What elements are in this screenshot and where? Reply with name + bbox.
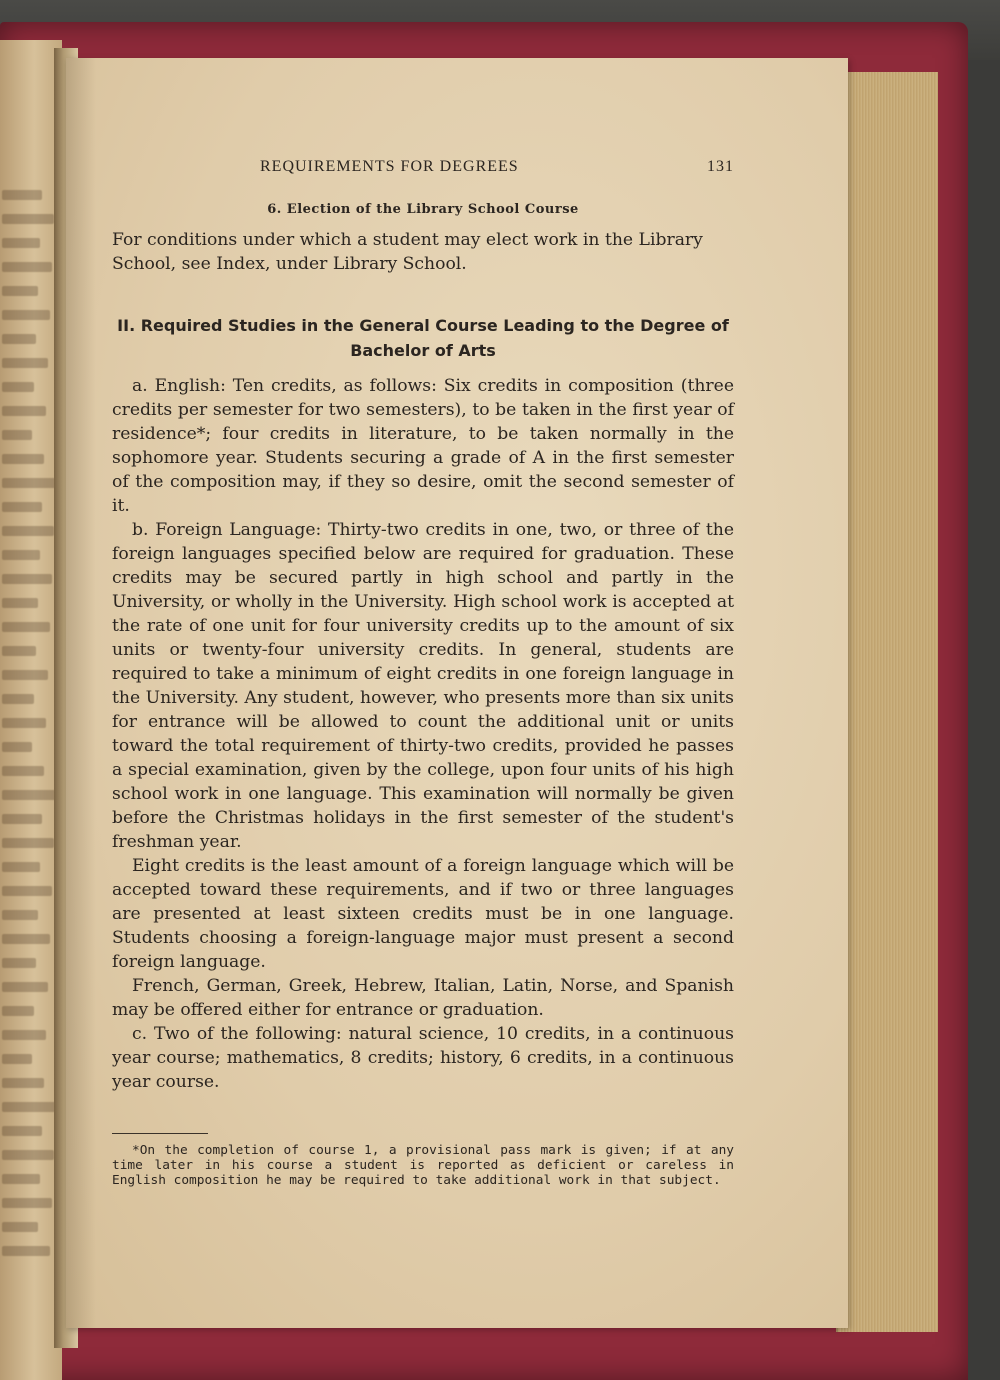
facing-page-ghost-line (2, 190, 42, 200)
facing-page-ghost-line (2, 310, 50, 320)
part-heading: II. Required Studies in the General Course Leading to the Degree of Bachelor of Arts (117, 316, 729, 360)
facing-page-ghost-line (2, 334, 36, 344)
paragraph-foreign-language: b. Foreign Language: Thirty-two credits in one, two, or three of the foreign languages specified below are required for graduation. These credits may be secured partly in high school and partly in the University, or wholly in the University. High school work is accepted at the rate of one unit for four university credits up to the amount of six units or twenty-four university credits. In general, students are required to take a minimum of eight credits in one foreign language in the University. Any student, however, who presents more than six units for entrance will be allowed to count the additional unit or units toward the total requirement of thirty-two credits, provided he passes a special examination, given by the college, upon four units of his high school work in one language. This examination will normally be given before the Christmas holidays in the first semester of the student's freshman year. (112, 520, 734, 852)
facing-page-edge (0, 40, 62, 1380)
facing-page-ghost-line (2, 1222, 38, 1232)
facing-page-ghost-line (2, 1030, 46, 1040)
facing-page-ghost-line (2, 430, 32, 440)
page-number: 131 (707, 158, 734, 175)
facing-page-ghost-line (2, 1174, 40, 1184)
facing-page-ghost-line (2, 646, 36, 656)
facing-page-ghost-line (2, 910, 38, 920)
paragraph-eight-credits: Eight credits is the least amount of a foreign language which will be accepted toward these requirements, and if two or three languages are presented at least sixteen credits must be in one language. Students choosing a foreign-language major must present a second foreign language. (112, 856, 734, 972)
facing-page-ghost-line (2, 886, 52, 896)
facing-page-ghost-line (2, 1150, 54, 1160)
facing-page-ghost-line (2, 982, 48, 992)
facing-page-ghost-line (2, 718, 46, 728)
paragraph-english: a. English: Ten credits, as follows: Six credits in composition (three credits per semester for two semesters), to be taken in the first year of residence*; four credits in literature, to be taken normally in the sophomore year. Students securing a grade of A in the first semester of the composition may, if they so desire, omit the second semester of it. (112, 376, 734, 516)
footnote-text: *On the completion of course 1, a provisional pass mark is given; if at any time later in his course a student is reported as deficient or careless in English composition he may be required to take additional work in that subject. (112, 1143, 734, 1188)
facing-page-ghost-line (2, 934, 50, 944)
section-heading: 6. Election of the Library School Course (267, 202, 579, 217)
facing-page-ghost-line (2, 958, 36, 968)
facing-page-ghost-line (2, 1126, 42, 1136)
facing-page-ghost-line (2, 1198, 52, 1208)
paragraph-languages-list: French, German, Greek, Hebrew, Italian, Latin, Norse, and Spanish may be offered either for entrance or graduation. (112, 976, 734, 1020)
facing-page-ghost-line (2, 766, 44, 776)
facing-page-ghost-line (2, 814, 42, 824)
running-head (112, 158, 734, 182)
facing-page-ghost-line (2, 670, 48, 680)
facing-page-ghost-line (2, 742, 32, 752)
facing-page-ghost-line (2, 1078, 44, 1088)
facing-page-ghost-line (2, 358, 48, 368)
facing-page-ghost-line (2, 862, 40, 872)
facing-page-ghost-line (2, 598, 38, 608)
facing-page-ghost-line (2, 622, 50, 632)
facing-page-ghost-line (2, 1054, 32, 1064)
page-fold-shadow (66, 58, 96, 1328)
facing-page-ghost-line (2, 262, 52, 272)
facing-page-ghost-line (2, 694, 34, 704)
facing-page-ghost-line (2, 286, 38, 296)
paragraph-two-of-following: c. Two of the following: natural science, 10 credits, in a continuous year course; mathematics, 8 credits; history, 6 credits, in a continuous year course. (112, 1024, 734, 1092)
facing-page-ghost-line (2, 478, 56, 488)
facing-page-ghost-line (2, 838, 54, 848)
running-head-title: REQUIREMENTS FOR DEGREES (260, 158, 519, 175)
section-paragraph: For conditions under which a student may elect work in the Library School, see Index, under Library School. (112, 230, 703, 274)
footnote-rule (112, 1133, 208, 1134)
facing-page-ghost-line (2, 502, 42, 512)
facing-page-ghost-line (2, 526, 54, 536)
facing-page-ghost-line (2, 382, 34, 392)
facing-page-ghost-line (2, 1246, 50, 1256)
facing-page-ghost-line (2, 1102, 56, 1112)
facing-page-ghost-line (2, 790, 56, 800)
body-text (112, 374, 734, 1094)
facing-page-ghost-line (2, 550, 40, 560)
facing-page-ghost-line (2, 1006, 34, 1016)
facing-page-ghost-line (2, 454, 44, 464)
facing-page-ghost-line (2, 214, 54, 224)
page-block-edges (836, 72, 938, 1332)
facing-page-ghost-line (2, 238, 40, 248)
facing-page-ghost-line (2, 574, 52, 584)
footnote (112, 1143, 734, 1188)
facing-page-ghost-line (2, 406, 46, 416)
